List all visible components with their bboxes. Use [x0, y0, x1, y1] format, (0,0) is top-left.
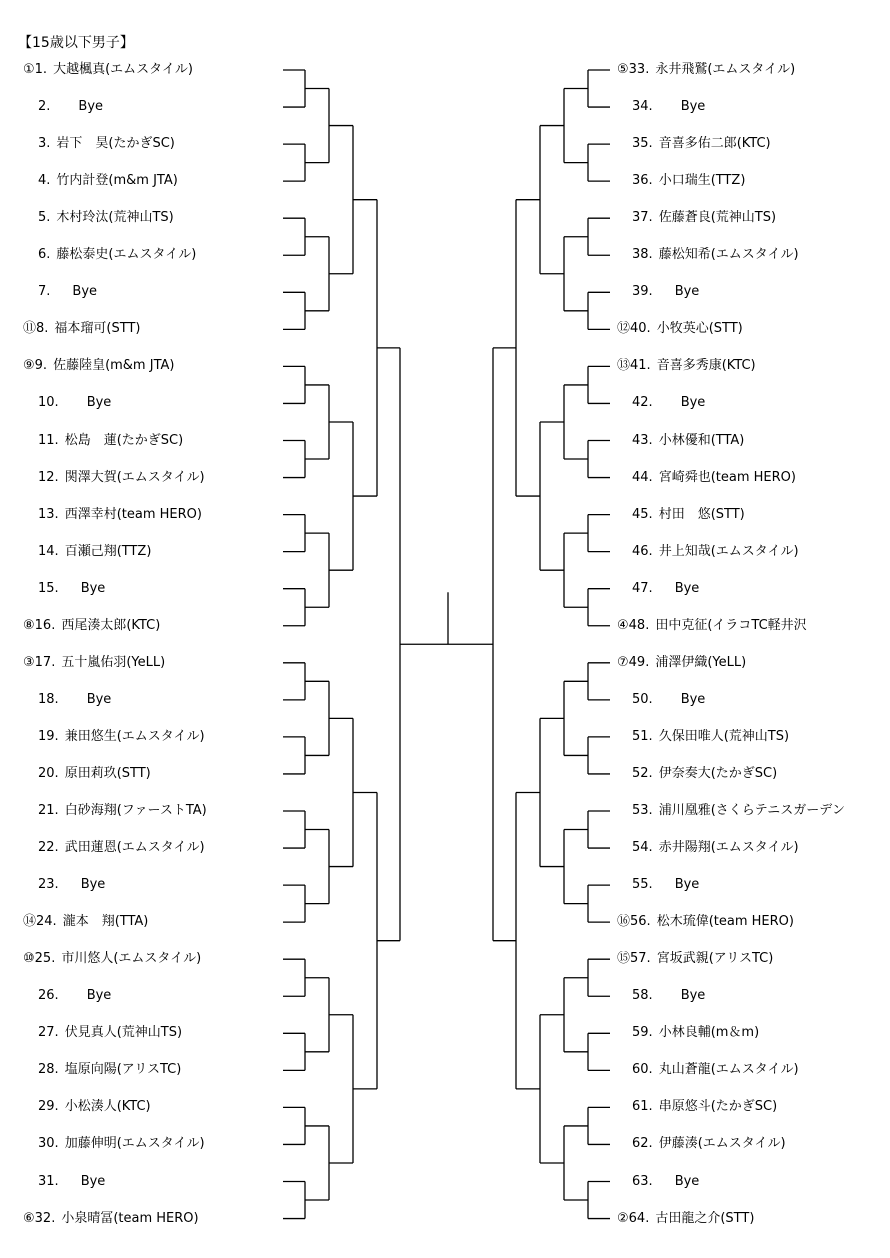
draw-entry	[617, 321, 743, 337]
draw-number: 11.	[38, 432, 59, 448]
draw-number: 28.	[38, 1062, 59, 1078]
page-title: 【15歳以下男子】	[18, 35, 134, 51]
player-name: 福本瑠可(STT)	[54, 321, 141, 337]
draw-number: 8.	[36, 321, 49, 337]
bye-label: Bye	[86, 988, 112, 1004]
seed-mark: ②	[617, 1210, 629, 1226]
draw-number: 2.	[38, 99, 51, 115]
draw-entry	[38, 803, 207, 819]
draw-number: 4.	[38, 173, 51, 189]
draw-entry	[632, 544, 799, 560]
player-name: 関澤大賀(エムスタイル)	[64, 469, 205, 485]
draw-number: 12.	[38, 469, 59, 485]
player-name: 塩原向陽(アリスTC)	[64, 1062, 182, 1078]
draw-number: 21.	[38, 803, 59, 818]
player-name: 音喜多秀康(KTC)	[656, 358, 756, 374]
draw-entry	[632, 1136, 786, 1152]
player-name: 伊藤湊(エムスタイル)	[658, 1136, 786, 1152]
draw-entry	[632, 803, 845, 819]
draw-entry	[38, 1099, 151, 1115]
draw-entry	[632, 766, 777, 782]
draw-entry	[38, 99, 103, 115]
draw-entry	[38, 1136, 205, 1152]
bye-label: Bye	[86, 395, 112, 411]
player-name: 赤井陽翔(エムスタイル)	[658, 840, 799, 856]
bye-label: Bye	[680, 988, 706, 1004]
draw-entry	[38, 1174, 105, 1190]
draw-number: 17.	[34, 654, 56, 670]
player-name: 岩下 昊(たかぎSC)	[56, 136, 175, 152]
bye-label: Bye	[80, 877, 106, 893]
draw-entry	[617, 951, 773, 967]
draw-number: 27.	[38, 1025, 59, 1041]
draw-number: 34.	[632, 99, 653, 115]
draw-entry	[23, 618, 160, 634]
seed-mark: ⑥	[23, 1210, 35, 1226]
bye-label: Bye	[72, 284, 98, 300]
draw-entry	[23, 62, 193, 78]
bye-label: Bye	[674, 877, 700, 893]
draw-number: 14.	[38, 543, 59, 559]
player-name: 西澤幸村(team HERO)	[64, 506, 202, 522]
player-name: 古田龍之介(STT)	[655, 1210, 755, 1226]
bye-label: Bye	[80, 1173, 106, 1189]
draw-entry	[617, 655, 746, 671]
draw-entry	[617, 618, 807, 634]
bye-label: Bye	[680, 691, 706, 707]
draw-entry	[38, 247, 196, 263]
draw-number: 55.	[632, 877, 653, 893]
player-name: 小松湊人(KTC)	[64, 1099, 151, 1115]
player-name: 瀧本 翔(TTA)	[62, 914, 149, 930]
seed-mark: ⑮	[617, 951, 631, 967]
draw-number: 23.	[38, 877, 59, 893]
player-name: 丸山蒼龍(エムスタイル)	[658, 1062, 799, 1078]
player-name: 竹内計登(m&m JTA)	[56, 173, 178, 189]
bye-label: Bye	[86, 691, 112, 707]
draw-number: 30.	[38, 1136, 59, 1152]
draw-entry	[38, 470, 205, 486]
player-name: 佐藤蒼良(荒神山TS)	[658, 210, 777, 226]
draw-entry	[632, 433, 744, 449]
player-name: 村田 悠(STT)	[658, 506, 745, 522]
draw-entry	[38, 210, 174, 226]
player-name: 加藤伸明(エムスタイル)	[64, 1136, 205, 1152]
bye-label: Bye	[680, 395, 706, 411]
draw-entry	[617, 914, 794, 930]
bye-label: Bye	[674, 1173, 700, 1189]
player-name: 松島 蓮(たかぎSC)	[64, 432, 184, 448]
draw-entry	[23, 358, 174, 374]
player-name: 小林良輔(m＆m)	[658, 1025, 760, 1041]
draw-entry	[23, 321, 140, 337]
draw-entry	[632, 1174, 699, 1190]
player-name: 藤松泰史(エムスタイル)	[56, 247, 197, 263]
player-name: 田中克征(イラコTC軽井沢	[655, 617, 807, 633]
draw-entry	[38, 729, 205, 745]
player-name: 松木琉偉(team HERO)	[656, 914, 794, 930]
draw-entry	[38, 581, 105, 597]
draw-number: 47.	[632, 580, 653, 596]
bye-label: Bye	[674, 284, 700, 300]
draw-entry	[23, 655, 165, 671]
draw-number: 6.	[38, 247, 51, 263]
seed-mark: ⑯	[617, 914, 631, 930]
seed-mark: ⑪	[23, 321, 37, 337]
draw-number: 18.	[38, 691, 59, 707]
draw-number: 3.	[38, 136, 51, 152]
draw-number: 1.	[34, 62, 48, 77]
draw-entry	[38, 988, 111, 1004]
seed-mark: ⑩	[23, 951, 35, 967]
draw-number: 44.	[632, 469, 653, 485]
seed-mark: ①	[23, 62, 35, 77]
draw-entry	[38, 766, 151, 782]
bye-label: Bye	[674, 580, 700, 596]
draw-number: 24.	[36, 914, 57, 930]
draw-number: 56.	[630, 914, 651, 930]
draw-number: 31.	[38, 1173, 59, 1189]
draw-number: 38.	[632, 247, 653, 263]
draw-entry	[632, 840, 799, 856]
seed-mark: ⑨	[23, 358, 35, 374]
draw-number: 41.	[630, 358, 651, 374]
draw-entry	[632, 729, 789, 745]
draw-number: 16.	[34, 617, 56, 633]
draw-entry	[38, 1062, 181, 1078]
draw-entry	[632, 210, 776, 226]
seed-mark: ⑭	[23, 914, 37, 930]
player-name: 浦澤伊織(YeLL)	[655, 654, 747, 670]
player-name: 伏見真人(荒神山TS)	[64, 1025, 183, 1041]
player-name: 西尾湊太郎(KTC)	[61, 617, 161, 633]
player-name: 伊奈奏大(たかぎSC)	[658, 765, 778, 781]
draw-number: 33.	[628, 62, 650, 77]
draw-number: 58.	[632, 988, 653, 1004]
draw-entry	[38, 395, 111, 411]
draw-number: 10.	[38, 395, 59, 411]
draw-entry	[23, 951, 201, 967]
draw-number: 42.	[632, 395, 653, 411]
seed-mark: ④	[617, 617, 629, 633]
draw-entry	[632, 173, 745, 189]
draw-number: 9.	[34, 358, 48, 374]
draw-entry	[38, 544, 151, 560]
draw-entry	[38, 1025, 182, 1041]
draw-number: 25.	[34, 951, 56, 967]
draw-number: 39.	[632, 284, 653, 300]
player-name: 武田蓮恩(エムスタイル)	[64, 840, 205, 856]
draw-entry	[38, 877, 105, 893]
draw-number: 57.	[630, 951, 651, 967]
draw-entry	[617, 62, 795, 78]
draw-entry	[38, 507, 202, 523]
draw-entry	[38, 692, 111, 708]
draw-entry	[617, 1211, 754, 1227]
player-name: 大越楓真(エムスタイル)	[53, 62, 193, 77]
draw-number: 29.	[38, 1099, 59, 1115]
player-name: 久保田唯人(荒神山TS)	[658, 728, 790, 744]
draw-entry	[632, 1099, 777, 1115]
draw-number: 35.	[632, 136, 653, 152]
bye-label: Bye	[78, 99, 104, 115]
draw-number: 5.	[38, 210, 51, 226]
seed-mark: ⑬	[617, 358, 631, 374]
player-name: 白砂海翔(ファーストTA)	[64, 803, 207, 818]
draw-entry	[632, 988, 705, 1004]
player-name: 小泉晴冨(team HERO)	[61, 1210, 199, 1226]
player-name: 浦川凰雅(さくらテニスガーデン	[658, 803, 845, 818]
draw-number: 62.	[632, 1136, 653, 1152]
draw-entry	[632, 99, 705, 115]
player-name: 宮崎舜也(team HERO)	[658, 469, 796, 485]
seed-mark: ⑫	[617, 321, 631, 337]
draw-number: 61.	[632, 1099, 653, 1115]
draw-number: 43.	[632, 432, 653, 448]
draw-number: 20.	[38, 765, 59, 781]
player-name: 宮坂武親(アリスTC)	[656, 951, 774, 967]
draw-entry	[632, 692, 705, 708]
player-name: 永井飛鷲(エムスタイル)	[655, 62, 796, 77]
draw-number: 22.	[38, 840, 59, 856]
player-name: 市川悠人(エムスタイル)	[61, 951, 202, 967]
draw-entry	[632, 136, 771, 152]
player-name: 井上知哉(エムスタイル)	[658, 543, 799, 559]
player-name: 藤松知希(エムスタイル)	[658, 247, 799, 263]
draw-number: 32.	[34, 1210, 56, 1226]
draw-number: 13.	[38, 506, 59, 522]
draw-entry	[632, 581, 699, 597]
draw-entry	[632, 1062, 799, 1078]
draw-number: 40.	[630, 321, 651, 337]
draw-entry	[38, 284, 97, 300]
draw-number: 50.	[632, 691, 653, 707]
player-name: 五十嵐佑羽(YeLL)	[61, 654, 166, 670]
draw-number: 7.	[38, 284, 51, 300]
draw-number: 36.	[632, 173, 653, 189]
draw-entry	[632, 877, 699, 893]
draw-entry	[23, 914, 148, 930]
player-name: 小牧英心(STT)	[656, 321, 743, 337]
player-name: 木村玲汰(荒神山TS)	[56, 210, 174, 226]
draw-number: 54.	[632, 840, 653, 856]
draw-number: 37.	[632, 210, 653, 226]
player-name: 串原悠斗(たかぎSC)	[658, 1099, 778, 1115]
draw-number: 53.	[632, 803, 653, 818]
draw-entry	[632, 284, 699, 300]
draw-entry	[632, 507, 745, 523]
player-name: 原田莉玖(STT)	[64, 765, 151, 781]
draw-entry	[632, 1025, 759, 1041]
seed-mark: ⑤	[617, 62, 629, 77]
player-name: 小林優和(TTA)	[658, 432, 745, 448]
draw-number: 51.	[632, 728, 653, 744]
player-name: 音喜多佑二郎(KTC)	[658, 136, 771, 152]
seed-mark: ⑦	[617, 654, 629, 670]
player-name: 兼田悠生(エムスタイル)	[64, 728, 205, 744]
draw-number: 60.	[632, 1062, 653, 1078]
draw-number: 19.	[38, 728, 59, 744]
draw-number: 26.	[38, 988, 59, 1004]
draw-number: 52.	[632, 765, 653, 781]
draw-entry	[632, 470, 796, 486]
draw-number: 64.	[628, 1210, 650, 1226]
seed-mark: ③	[23, 654, 35, 670]
draw-entry	[38, 433, 183, 449]
player-name: 百瀬己翔(TTZ)	[64, 543, 152, 559]
seed-mark: ⑧	[23, 617, 35, 633]
player-name: 佐藤陸皇(m&m JTA)	[53, 358, 175, 374]
draw-number: 49.	[628, 654, 650, 670]
player-name: 小口瑞生(TTZ)	[658, 173, 746, 189]
draw-number: 63.	[632, 1173, 653, 1189]
draw-number: 15.	[38, 580, 59, 596]
draw-entry	[632, 395, 705, 411]
draw-number: 48.	[628, 617, 650, 633]
draw-entry	[38, 173, 178, 189]
draw-number: 59.	[632, 1025, 653, 1041]
draw-entry	[38, 136, 175, 152]
draw-number: 46.	[632, 543, 653, 559]
draw-entry	[617, 358, 756, 374]
draw-entry	[632, 247, 799, 263]
draw-entry	[38, 840, 205, 856]
draw-number: 45.	[632, 506, 653, 522]
bye-label: Bye	[680, 99, 706, 115]
draw-entry	[23, 1211, 199, 1227]
bye-label: Bye	[80, 580, 106, 596]
